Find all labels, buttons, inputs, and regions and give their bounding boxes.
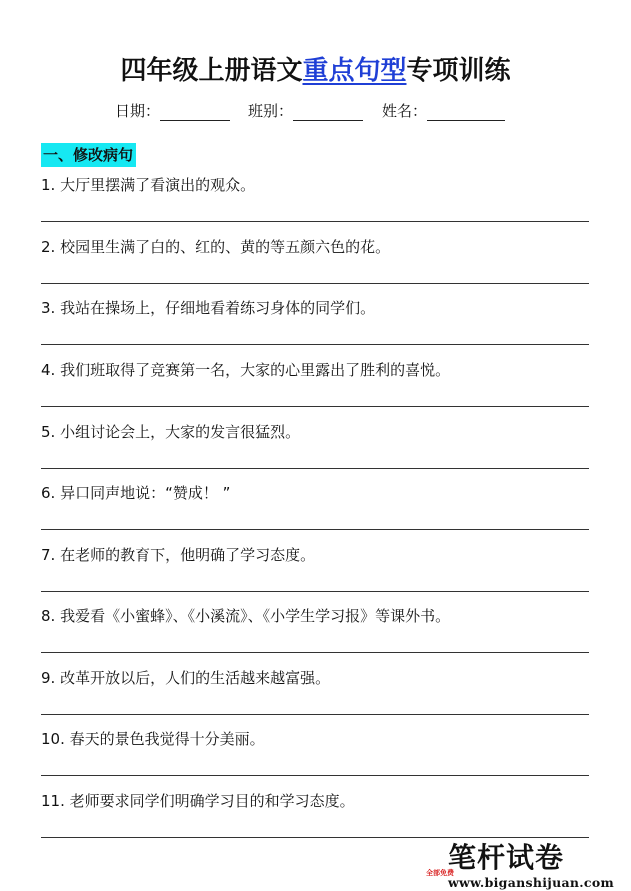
question-text: 2. 校园里生满了白的、红的、黄的等五颜六色的花。 (41, 238, 391, 256)
title-prefix: 四年级上册语文 (120, 56, 303, 86)
answer-line[interactable] (41, 591, 589, 592)
question-text: 5. 小组讨论会上，大家的发言很猛烈。 (41, 423, 301, 441)
page-title (0, 55, 631, 87)
answer-line[interactable] (41, 652, 589, 653)
question-text: 9. 改革开放以后，人们的生活越来越富强。 (41, 669, 331, 687)
watermark-badge: 全部免费 (426, 869, 454, 877)
date-label: 日期： (115, 102, 161, 120)
site-watermark (426, 842, 626, 890)
answer-line[interactable] (41, 468, 589, 469)
watermark-title: 笔杆试卷 (448, 841, 565, 874)
question-text: 11. 老师要求同学们明确学习目的和学习态度。 (41, 792, 355, 810)
answer-line[interactable] (41, 283, 589, 284)
watermark-url: www.biganshijuan.com (448, 875, 614, 890)
answer-line[interactable] (41, 775, 589, 776)
date-field (115, 101, 230, 121)
class-field (248, 101, 363, 121)
answer-line[interactable] (41, 714, 589, 715)
date-blank[interactable] (160, 104, 230, 121)
class-label: 班别： (248, 102, 294, 120)
question-text: 1. 大厅里摆满了看演出的观众。 (41, 176, 256, 194)
question-text: 6. 异口同声地说：“赞成！ ” (41, 484, 231, 502)
answer-line[interactable] (41, 529, 589, 530)
title-suffix: 专项训练 (406, 56, 511, 86)
section-heading: 一、修改病句 (41, 143, 136, 167)
question-text: 4. 我们班取得了竞赛第一名，大家的心里露出了胜利的喜悦。 (41, 361, 451, 379)
question-text: 10. 春天的景色我觉得十分美丽。 (41, 730, 265, 748)
name-field (382, 101, 505, 121)
answer-line[interactable] (41, 221, 589, 222)
answer-line[interactable] (41, 406, 589, 407)
question-text: 8. 我爱看《小蜜蜂》、《小溪流》、《小学生学习报》等课外书。 (41, 607, 451, 625)
name-blank[interactable] (427, 104, 505, 121)
answer-line[interactable] (41, 837, 589, 838)
question-text: 7. 在老师的教育下，他明确了学习态度。 (41, 546, 316, 564)
class-blank[interactable] (293, 104, 363, 121)
question-text: 3. 我站在操场上，仔细地看着练习身体的同学们。 (41, 299, 376, 317)
title-highlight: 重点句型 (302, 56, 407, 86)
answer-line[interactable] (41, 344, 589, 345)
name-label: 姓名： (382, 102, 428, 120)
